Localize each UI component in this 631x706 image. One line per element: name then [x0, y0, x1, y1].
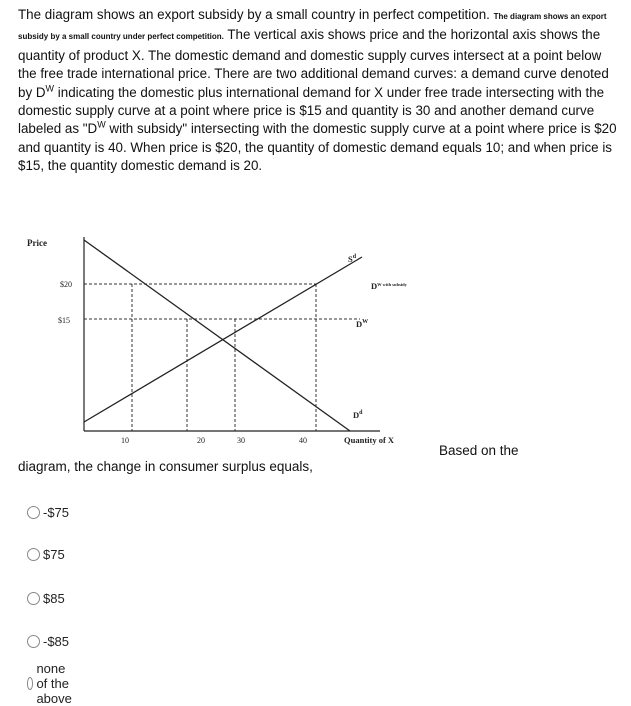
question-intro: The diagram shows an export subsidy by a small country in perfect competition. [18, 7, 490, 22]
radio-icon[interactable] [27, 592, 40, 605]
question-tail-right: Based on the [439, 443, 519, 458]
option-label: none of the above [36, 660, 72, 706]
domestic-supply-curve [84, 257, 362, 422]
supply-label: $S^d$ [348, 254, 357, 264]
option-label: $75 [43, 546, 65, 562]
dw-subsidy-label: $D^{W with subsidy}$ [371, 281, 407, 291]
option-none[interactable] [27, 660, 78, 706]
question-intro-small: The diagram shows an export subsidy by a small country under perfect competition. [18, 12, 607, 42]
radio-icon[interactable] [27, 506, 40, 519]
option-85[interactable] [27, 589, 65, 607]
question-body-2: indicating the domestic plus international demand for X under free trade intersecting with the domestic supply curve at a point where price is $15 and quantity is 30 and another demand curve labeled as "D [18, 84, 605, 137]
y-axis-label: Price [27, 238, 47, 248]
dw-subsidy-superscript: W [97, 119, 106, 130]
question-body-3: with subsidy" intersecting with the domestic supply curve at a point where price is $20 and quantity is 40. When price is $20, the quantity of domestic demand equals 10; and when price is $15, the quantity domestic demand is 20. [18, 121, 617, 174]
y-tick-15: $15 [58, 316, 70, 325]
radio-icon[interactable] [27, 635, 40, 648]
dw-superscript: W [45, 83, 55, 94]
option-75[interactable] [27, 545, 65, 563]
radio-icon[interactable] [27, 548, 40, 561]
option-neg-75[interactable] [27, 503, 69, 521]
x-tick-40: 40 [299, 436, 307, 445]
option-label: -$75 [43, 504, 70, 520]
option-label: -$85 [43, 633, 70, 649]
x-axis-label: Quantity of X [344, 435, 395, 445]
question-body-1: The vertical axis shows price and the horizontal axis shows the quantity of product X. The domestic demand and domestic supply curves intersect at a point below the free trade international price. There are two additional demand curves: a demand curve denoted by D [18, 27, 609, 100]
y-tick-20: $20 [60, 280, 72, 289]
x-tick-30: 30 [237, 436, 245, 445]
domestic-demand-curve [84, 240, 350, 431]
option-neg-85[interactable] [27, 632, 69, 650]
x-tick-10: 10 [121, 436, 129, 445]
question-tail-left: diagram, the change in consumer surplus equals, [18, 459, 313, 474]
dw-label: $D^W$ [356, 319, 369, 329]
domestic-demand-label: $D^d$ [353, 410, 363, 420]
radio-icon[interactable] [27, 677, 33, 690]
option-label: $85 [43, 590, 65, 606]
x-tick-20: 20 [197, 436, 205, 445]
